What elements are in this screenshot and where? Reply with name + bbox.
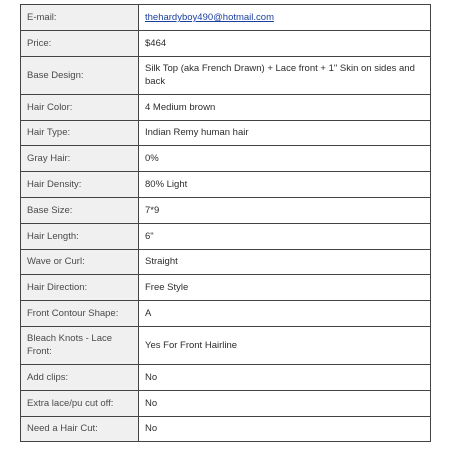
label-hair-type: Hair Type: — [21, 120, 139, 146]
label-hair-length: Hair Length: — [21, 223, 139, 249]
label-hair-density: Hair Density: — [21, 172, 139, 198]
value-hair-type: Indian Remy human hair — [139, 120, 431, 146]
label-hair-color: Hair Color: — [21, 94, 139, 120]
value-hair-color: 4 Medium brown — [139, 94, 431, 120]
table-row-hair-type — [21, 120, 431, 146]
table-row-price — [21, 31, 431, 57]
value-base-design: Silk Top (aka French Drawn) + Lace front + 1" Skin on sides and back — [139, 56, 431, 94]
value-extra-lace: No — [139, 390, 431, 416]
value-hair-length: 6" — [139, 223, 431, 249]
value-base-size: 7*9 — [139, 197, 431, 223]
table-row-hair-color — [21, 94, 431, 120]
label-wave-curl: Wave or Curl: — [21, 249, 139, 275]
value-price: $464 — [139, 31, 431, 57]
table-row-email — [21, 5, 431, 31]
order-details — [20, 4, 431, 442]
label-base-design: Base Design: — [21, 56, 139, 94]
table-row-wave-curl — [21, 249, 431, 275]
value-hair-density: 80% Light — [139, 172, 431, 198]
value-wave-curl: Straight — [139, 249, 431, 275]
label-extra-lace: Extra lace/pu cut off: — [21, 390, 139, 416]
label-bleach-knots: Bleach Knots - Lace Front: — [21, 326, 139, 364]
value-front-contour: A — [139, 301, 431, 327]
table-row-extra-lace — [21, 390, 431, 416]
table-row-gray-hair — [21, 146, 431, 172]
value-hair-direction: Free Style — [139, 275, 431, 301]
label-add-clips: Add clips: — [21, 364, 139, 390]
value-add-clips: No — [139, 364, 431, 390]
label-email: E-mail: — [21, 5, 139, 31]
label-base-size: Base Size: — [21, 197, 139, 223]
label-hair-direction: Hair Direction: — [21, 275, 139, 301]
table-row-base-design — [21, 56, 431, 94]
table-row-bleach-knots — [21, 326, 431, 364]
table-row-hair-direction — [21, 275, 431, 301]
value-gray-hair: 0% — [139, 146, 431, 172]
table-row-front-contour — [21, 301, 431, 327]
label-price: Price: — [21, 31, 139, 57]
email-link[interactable]: thehardyboy490@hotmail.com — [145, 12, 274, 23]
table-row-base-size — [21, 197, 431, 223]
label-gray-hair: Gray Hair: — [21, 146, 139, 172]
value-email — [139, 5, 431, 31]
table-row-hair-length — [21, 223, 431, 249]
table-row-hair-density — [21, 172, 431, 198]
label-hair-cut: Need a Hair Cut: — [21, 416, 139, 442]
order-details-table — [20, 4, 431, 442]
table-row-add-clips — [21, 364, 431, 390]
value-bleach-knots: Yes For Front Hairline — [139, 326, 431, 364]
table-row-hair-cut — [21, 416, 431, 442]
label-front-contour: Front Contour Shape: — [21, 301, 139, 327]
value-hair-cut: No — [139, 416, 431, 442]
